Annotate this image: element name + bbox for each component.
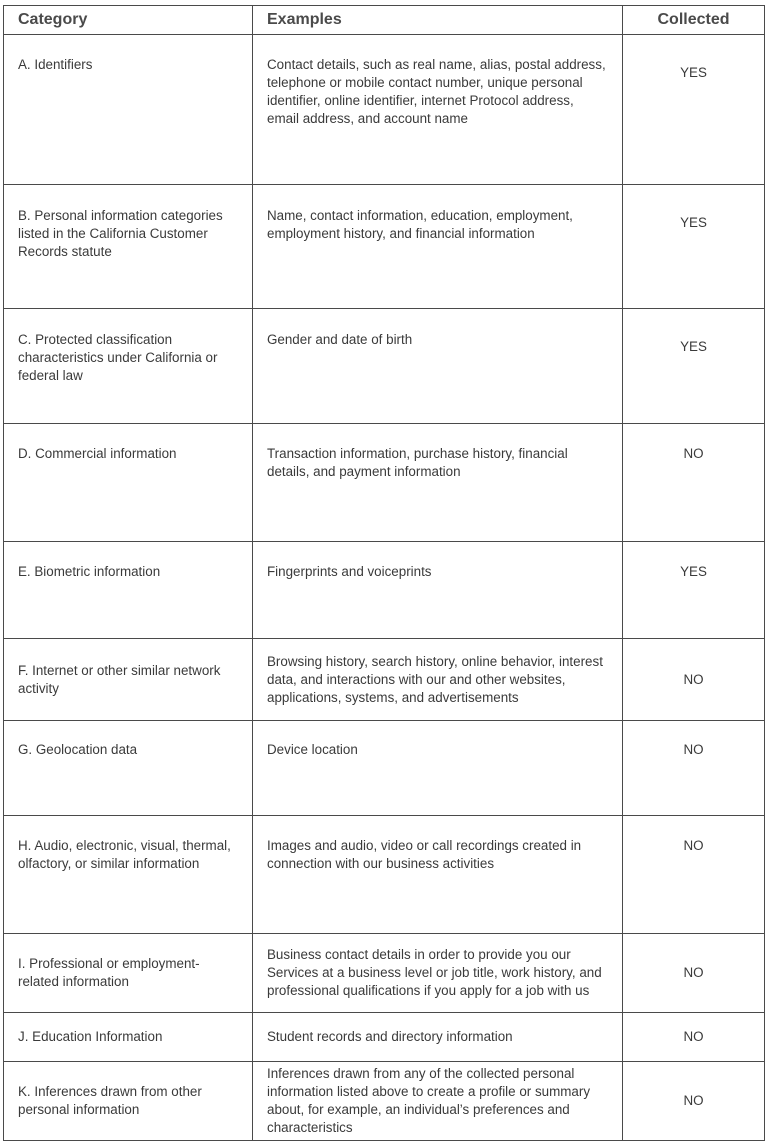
collected-cell: YES <box>623 185 765 309</box>
collected-cell: NO <box>623 424 765 542</box>
examples-cell: Student records and directory information <box>253 1013 623 1062</box>
collected-cell: NO <box>623 1013 765 1062</box>
examples-cell: Business contact details in order to provide you our Services at a business level or job title, work history, and professional qualifications if you apply for a job with us <box>253 934 623 1013</box>
table-row-professional <box>4 934 765 1013</box>
table-header <box>4 6 765 35</box>
collected-cell: NO <box>623 639 765 721</box>
table-row-education <box>4 1013 765 1062</box>
collected-cell: YES <box>623 309 765 424</box>
examples-cell: Fingerprints and voiceprints <box>253 542 623 639</box>
personal-information-table <box>3 5 765 1141</box>
category-cell: B. Personal information categories listed in the California Customer Records statute <box>4 185 253 309</box>
category-cell: E. Biometric information <box>4 542 253 639</box>
category-cell: F. Internet or other similar network activity <box>4 639 253 721</box>
header-examples: Examples <box>253 6 623 35</box>
table-row-audio-visual <box>4 816 765 934</box>
collected-cell: NO <box>623 934 765 1013</box>
examples-cell: Transaction information, purchase history, financial details, and payment information <box>253 424 623 542</box>
examples-cell: Browsing history, search history, online behavior, interest data, and interactions with our and other websites, applications, systems, and advertisements <box>253 639 623 721</box>
table-row-geolocation <box>4 721 765 816</box>
category-cell: I. Professional or employment-related information <box>4 934 253 1013</box>
category-cell: J. Education Information <box>4 1013 253 1062</box>
category-cell: A. Identifiers <box>4 35 253 185</box>
header-collected: Collected <box>623 6 765 35</box>
collected-cell: YES <box>623 35 765 185</box>
collected-cell: NO <box>623 816 765 934</box>
collected-cell: YES <box>623 542 765 639</box>
collected-cell: NO <box>623 1062 765 1141</box>
examples-cell: Contact details, such as real name, alias, postal address, telephone or mobile contact number, unique personal identifier, online identifier, internet Protocol address, email address, and account name <box>253 35 623 185</box>
table-row-customer-records <box>4 185 765 309</box>
table-body <box>4 35 765 1141</box>
table-row-protected-classification <box>4 309 765 424</box>
examples-cell: Name, contact information, education, employment, employment history, and financial information <box>253 185 623 309</box>
header-row <box>4 6 765 35</box>
table-row-biometric <box>4 542 765 639</box>
category-cell: H. Audio, electronic, visual, thermal, olfactory, or similar information <box>4 816 253 934</box>
table-row-internet-activity <box>4 639 765 721</box>
header-category: Category <box>4 6 253 35</box>
table-row-identifiers <box>4 35 765 185</box>
table-row-commercial <box>4 424 765 542</box>
examples-cell: Images and audio, video or call recordings created in connection with our business activities <box>253 816 623 934</box>
category-cell: G. Geolocation data <box>4 721 253 816</box>
category-cell: D. Commercial information <box>4 424 253 542</box>
table-row-inferences <box>4 1062 765 1141</box>
examples-cell: Gender and date of birth <box>253 309 623 424</box>
examples-cell: Device location <box>253 721 623 816</box>
examples-cell: Inferences drawn from any of the collected personal information listed above to create a profile or summary about, for example, an individual’s preferences and characteristics <box>253 1062 623 1141</box>
category-cell: K. Inferences drawn from other personal information <box>4 1062 253 1141</box>
category-cell: C. Protected classification characteristics under California or federal law <box>4 309 253 424</box>
collected-cell: NO <box>623 721 765 816</box>
